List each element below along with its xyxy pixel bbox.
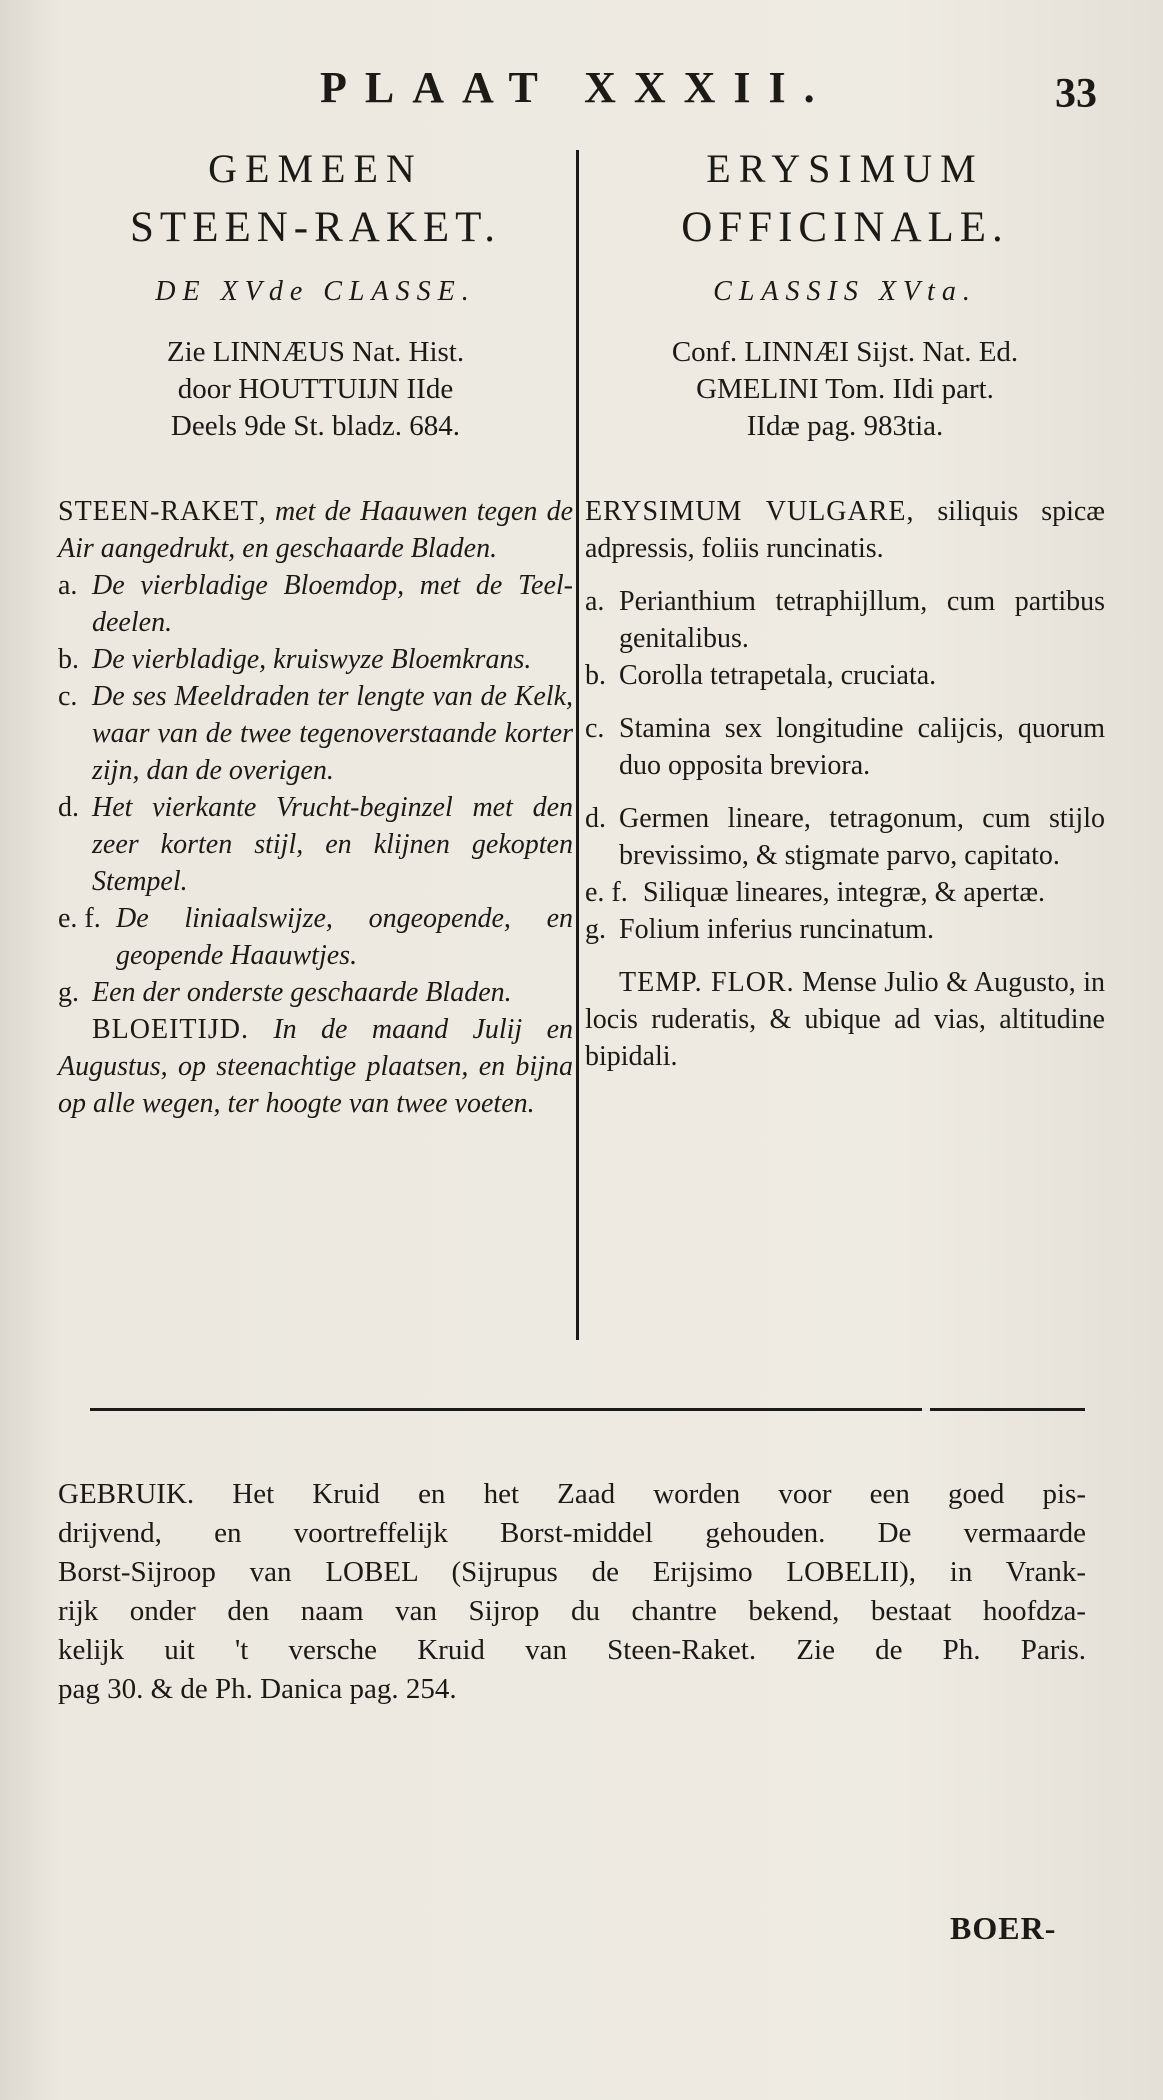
item-label: e. f. <box>58 903 101 934</box>
dutch-ref-line3: Deels 9de St. bladz. 684. <box>170 410 461 442</box>
item-text: Siliquæ lineares, integræ, & apertæ. <box>643 877 1046 908</box>
item-label: g. <box>585 914 606 945</box>
usage-paragraph <box>58 1475 1086 1709</box>
latin-intro-species: ERYSIMUM VULGARE, <box>585 496 915 527</box>
item-label: g. <box>58 977 79 1008</box>
item-text: De vierbladige Bloemdop, met de Teel-deelen. <box>92 570 573 638</box>
item-text: Corolla tetrapetala, cruciata. <box>619 660 937 691</box>
item-text: De liniaalswijze, ongeopende, en geopende Haauwtjes. <box>116 903 573 971</box>
latin-class-label: CLASSIS XVta. <box>713 276 977 307</box>
item-label: a. <box>585 586 605 617</box>
item-label: c. <box>585 713 605 744</box>
latin-intro-text: siliquis spicæ adpressis, foliis runcinatis. <box>585 496 1105 564</box>
dutch-reference <box>58 334 573 445</box>
usage-line5: kelijk uit 't versche Kruid van Steen-Raket. Zie de Ph. Paris. <box>58 1634 1086 1666</box>
item-text: De ses Meeldraden ter lengte van de Kelk, waar van de twee tegenoverstaande korter zijn, dan de overigen. <box>92 681 573 786</box>
dutch-column <box>58 140 573 1122</box>
list-item <box>58 974 573 1011</box>
latin-ref-line3: IIdæ pag. 983tia. <box>746 410 944 442</box>
latin-description <box>585 493 1105 1075</box>
page-number: 33 <box>1055 71 1097 117</box>
usage-line1: GEBRUIK. Het Kruid en het Zaad worden voor een goed pis- <box>58 1478 1086 1510</box>
latin-ref-line2: GMELINI Tom. IIdi part. <box>696 373 994 405</box>
list-item <box>585 874 1105 911</box>
temp-flor-label: TEMP. FLOR. <box>619 967 795 998</box>
item-text: Het vierkante Vrucht-beginzel met den zeer korten stijl, en klijnen gekopten Stempel. <box>92 792 573 897</box>
bloeitijd-label: BLOEITIJD. <box>92 1014 249 1045</box>
item-text: Perianthium tetraphijllum, cum partibus genitalibus. <box>619 586 1105 654</box>
dutch-title-line1: GEMEEN <box>208 146 423 191</box>
item-label: e. f. <box>585 877 628 908</box>
dutch-intro <box>58 493 573 567</box>
bloeitijd-text: In de maand Julij en Augustus, op steenachtige plaatsen, en bijna op alle wegen, ter hoogte van twee voeten. <box>58 1014 574 1119</box>
item-label: c. <box>58 681 78 712</box>
list-item <box>58 789 573 900</box>
dutch-class-label: DE XVde CLASSE. <box>155 276 476 307</box>
catchword: BOER- <box>950 1910 1057 1946</box>
latin-title-line1: ERYSIMUM <box>706 146 984 191</box>
list-item <box>58 641 573 678</box>
item-text: Germen lineare, tetragonum, cum stijlo brevissimo, & stigmate parvo, capitato. <box>619 803 1105 871</box>
plate-title: PLAAT XXXII. <box>320 63 833 112</box>
list-item <box>58 678 573 789</box>
usage-line6: pag 30. & de Ph. Danica pag. 254. <box>58 1673 457 1705</box>
temp-flor-text: Mense Julio & Augusto, in locis ruderatis, & ubique ad vias, altitudine bipidali. <box>585 967 1106 1072</box>
list-item <box>585 710 1105 784</box>
latin-title-line2: OFFICINALE. <box>681 204 1009 251</box>
dutch-bloeitijd <box>58 1011 573 1122</box>
column-divider <box>576 150 579 1340</box>
section-rule <box>90 1408 1085 1411</box>
dutch-ref-line1: Zie LINNÆUS Nat. Hist. <box>166 336 465 368</box>
item-label: b. <box>58 644 79 675</box>
item-label: a. <box>58 570 78 601</box>
item-text: Een der onderste geschaarde Bladen. <box>92 977 512 1008</box>
item-text: Stamina sex longitudine calijcis, quorum duo opposita breviora. <box>619 713 1105 781</box>
list-item <box>58 567 573 641</box>
usage-line3: Borst-Sijroop van LOBEL (Sijrupus de Erijsimo LOBELII), in Vrank- <box>58 1556 1086 1588</box>
item-label: d. <box>585 803 606 834</box>
dutch-description <box>58 493 573 1122</box>
usage-line4: rijk onder den naam van Sijrop du chantre bekend, bestaat hoofdza- <box>58 1595 1086 1627</box>
latin-intro <box>585 493 1105 567</box>
dutch-intro-text: , met de Haauwen tegen de Air aangedrukt, en geschaarde Bladen. <box>58 496 573 564</box>
list-item <box>585 657 1105 694</box>
dutch-title-line2: STEEN-RAKET. <box>130 204 501 251</box>
latin-ref-line1: Conf. LINNÆI Sijst. Nat. Ed. <box>671 336 1019 368</box>
latin-temp-flor <box>585 964 1105 1075</box>
item-text: Folium inferius runcinatum. <box>619 914 934 945</box>
item-label: b. <box>585 660 606 691</box>
usage-line2: drijvend, en voortreffelijk Borst-middel gehouden. De vermaarde <box>58 1517 1086 1549</box>
item-text: De vierbladige, kruiswyze Bloemkrans. <box>92 644 532 675</box>
latin-column <box>585 140 1105 1075</box>
list-item <box>585 911 1105 948</box>
dutch-intro-species: STEEN-RAKET <box>58 496 259 527</box>
list-item <box>585 583 1105 657</box>
item-label: d. <box>58 792 79 823</box>
list-item <box>585 800 1105 874</box>
list-item <box>58 900 573 974</box>
dutch-ref-line2: door HOUTTUIJN IIde <box>177 373 454 405</box>
latin-reference <box>585 334 1105 445</box>
